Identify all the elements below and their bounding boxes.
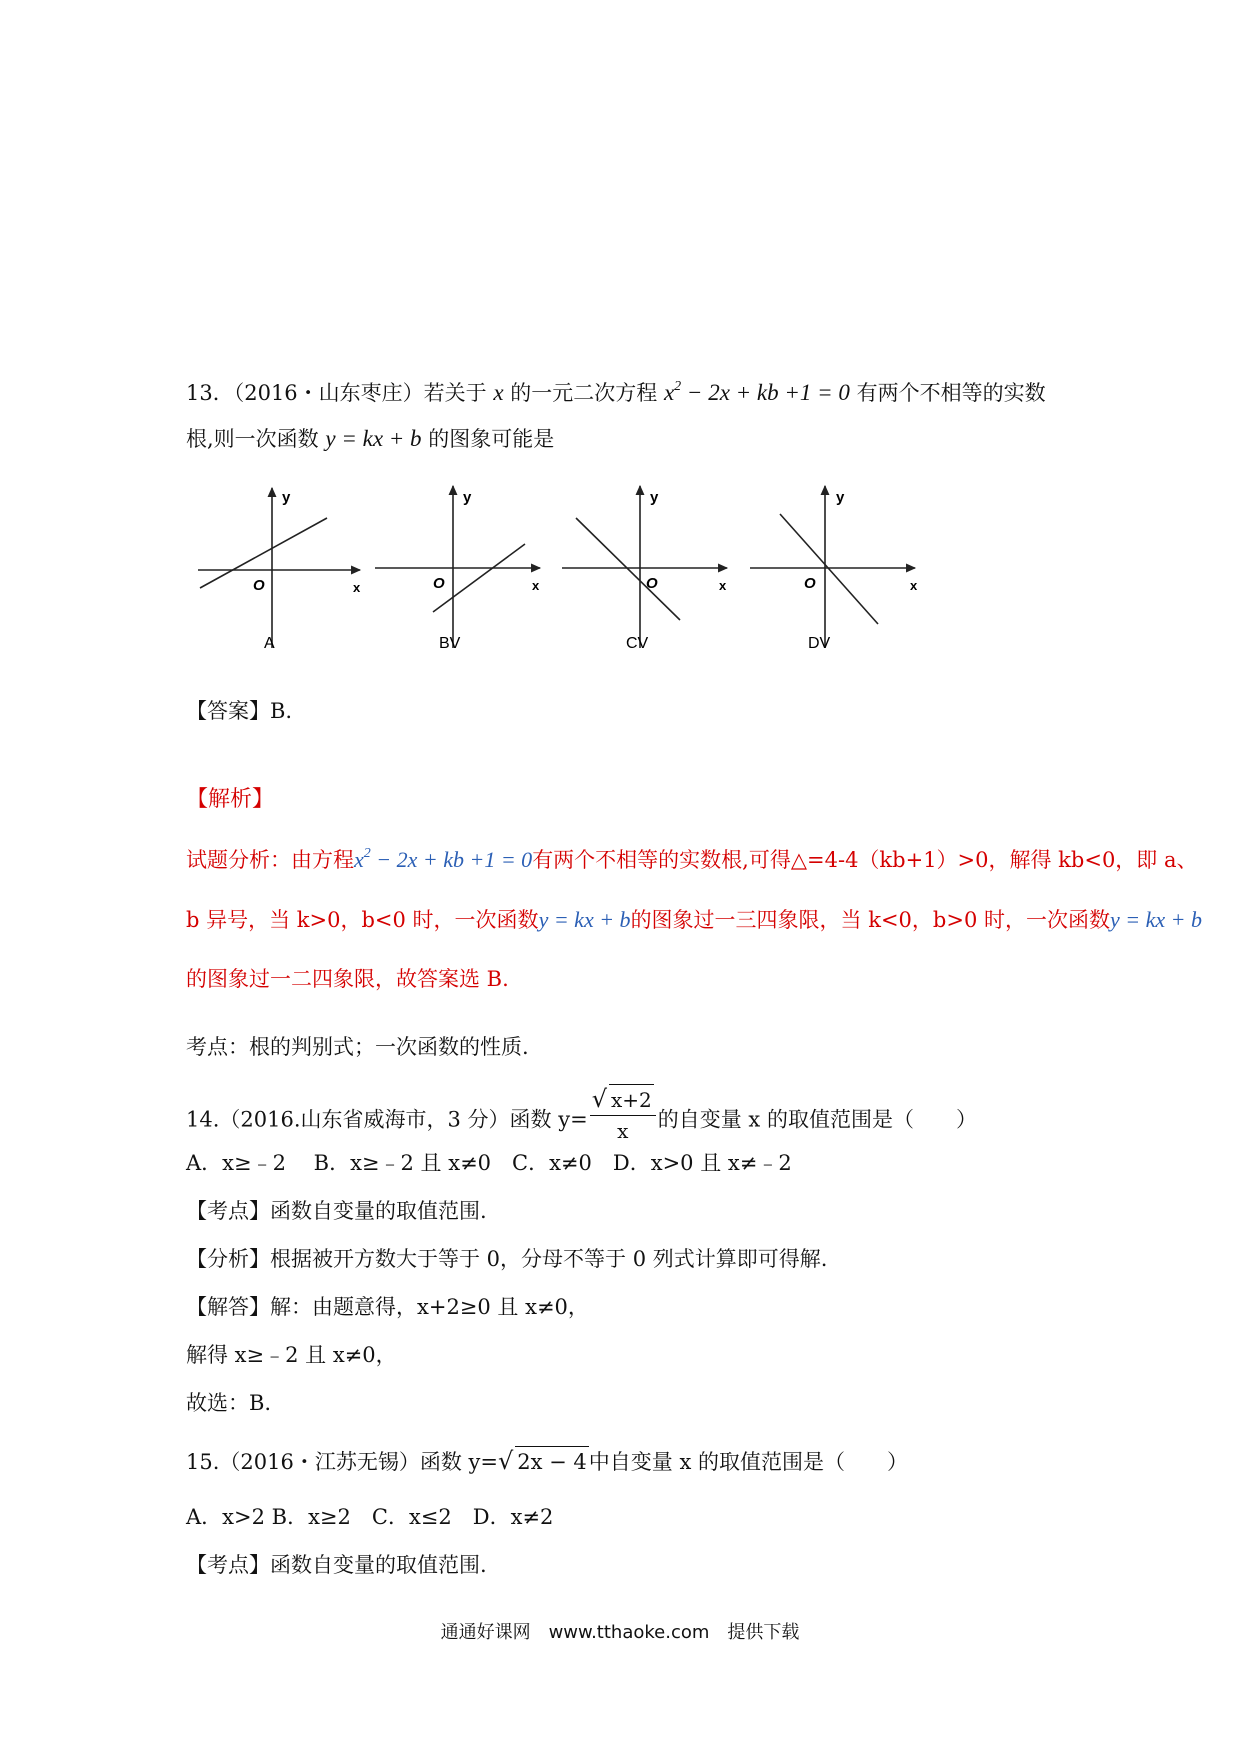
q13-var: x: [493, 380, 504, 405]
q15-sqrt: 2x − 4: [515, 1446, 589, 1477]
graph-b: [375, 486, 540, 652]
q13-line1: [186, 378, 1046, 412]
q14-line1: 14.（2016.山东省威海市，3 分）函数 y= $\frac{√ x+2}{x}$ 的自变量 x 的取值范围是（ ）: [186, 1090, 977, 1152]
q15-kaodian: 【考点】函数自变量的取值范围.: [186, 1553, 487, 1577]
graph-d-y-label: y: [836, 489, 845, 506]
graph-c-line: [576, 518, 680, 620]
graph-b-line: [433, 544, 525, 612]
graph-c: [562, 486, 727, 652]
analysis-linear-eq-2: y = kx + b: [1110, 907, 1202, 932]
q14-fraction: $\frac{√ x+2}{x}$: [590, 1084, 656, 1146]
sqrt-icon: √: [497, 1447, 514, 1475]
q13-equation: $x^2 - 2x$ + kb +1 = 0: [663, 379, 850, 405]
graph-a-label: A: [264, 635, 275, 652]
graph-c-origin: O: [646, 575, 658, 592]
q13-kaodian: 考点：根的判别式；一次函数的性质.: [186, 1035, 529, 1059]
graph-d-label: DV: [808, 635, 831, 652]
graph-d-line: [780, 514, 878, 624]
graph-c-x-label: x: [719, 578, 727, 593]
q14-options: A．x≥﹣2 B．x≥﹣2 且 x≠0 C．x≠0 D．x>0 且 x≠﹣2: [186, 1151, 792, 1175]
graph-b-origin: O: [433, 575, 445, 592]
graph-a: [198, 488, 361, 652]
q13-analysis-title: 【解析】: [186, 787, 275, 812]
q13-line2: [186, 424, 554, 454]
graph-c-y-label: y: [650, 489, 659, 506]
analysis-equation: $x^2 - 2x$ + kb +1 = 0: [354, 846, 533, 872]
graph-b-y-label: y: [463, 489, 472, 506]
graph-a-y-label: y: [282, 489, 291, 506]
graph-c-label: CV: [626, 635, 649, 652]
q13-text: 的图象可能是: [428, 427, 555, 451]
q14-jieda: 【解答】解：由题意得，x+2≥0 且 x≠0，: [186, 1295, 589, 1319]
q13-answer: 【答案】B.: [186, 699, 293, 723]
q14-fenxi: 【分析】根据被开方数大于等于 0，分母不等于 0 列式计算即可得解.: [186, 1247, 828, 1271]
q15-options: A．x>2 B．x≥2 C．x≤2 D．x≠2: [186, 1505, 554, 1529]
graph-a-origin: O: [253, 577, 265, 594]
graph-a-x-label: x: [353, 580, 361, 595]
q14-jiede: 解得 x≥﹣2 且 x≠0，: [186, 1343, 397, 1367]
graph-d-x-label: x: [910, 578, 918, 593]
page-footer: 通通好课网 www.tthaoke.com 提供下载: [440, 1622, 800, 1643]
q13-graphs: [190, 478, 950, 658]
q14-kaodian: 【考点】函数自变量的取值范围.: [186, 1199, 487, 1223]
q13-analysis-line1: 试题分析：由方程$x^2 - 2x$ + kb +1 = 0有两个不相等的实数根,可得△=4-4（kb+1）>0，解得 kb<0，即 a、: [186, 846, 1198, 872]
q14-guxuan: 故选：B.: [186, 1391, 272, 1415]
graph-d-origin: O: [804, 575, 816, 592]
graph-d: [750, 486, 918, 652]
q13-text: 有两个不相等的实数: [856, 381, 1046, 405]
q13-analysis-line2: b 异号，当 k>0，b<0 时，一次函数y = kx + b的图象过一三四象限，当 k<0，b>0 时，一次函数y = kx + b: [186, 907, 1202, 932]
q13-text: 13．（2016・山东枣庄）若关于: [186, 381, 487, 405]
q13-analysis-line3: 的图象过一二四象限，故答案选 B.: [186, 967, 509, 991]
graph-b-x-label: x: [532, 578, 540, 593]
graph-b-label: BV: [439, 635, 461, 652]
q13-text: 根,则一次函数: [186, 427, 319, 451]
analysis-linear-eq: y = kx + b: [538, 907, 631, 932]
q13-text: 的一元二次方程: [510, 381, 658, 405]
q15-line1: 15.（2016・江苏无锡）函数 y=√ 2x − 4中自变量 x 的取值范围是（ ）: [186, 1447, 908, 1475]
q13-linear-eq: y = kx + b: [325, 426, 422, 451]
